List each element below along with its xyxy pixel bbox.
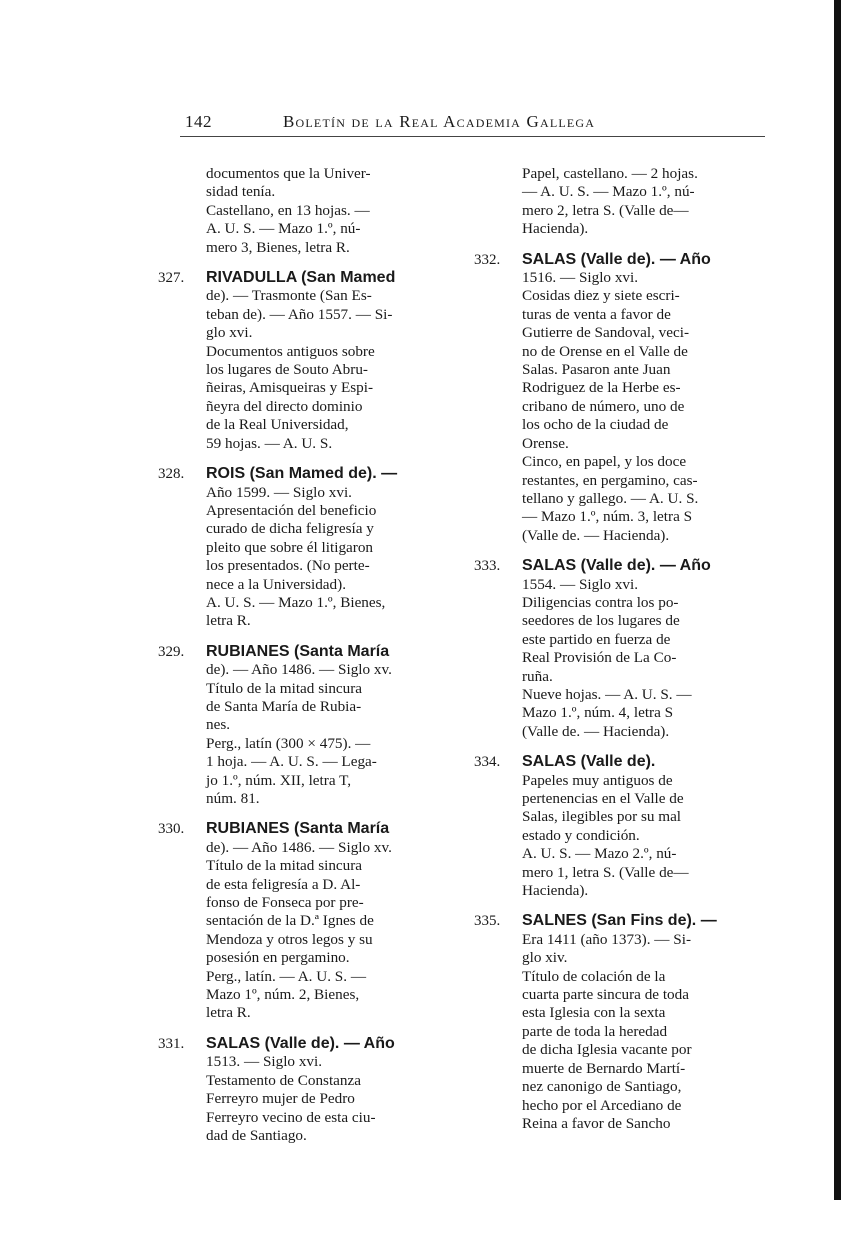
text-line: glo xvi. xyxy=(206,324,253,342)
text-line: Hacienda). xyxy=(522,882,589,900)
entry-place-name: SALNES xyxy=(522,912,587,930)
entry-place-name: SALAS xyxy=(206,1034,261,1052)
text-line: 1554. — Siglo xvi. xyxy=(522,575,639,593)
page-edge-border xyxy=(834,0,841,1200)
text-line: Salas, ilegibles por su mal xyxy=(522,808,682,826)
text-line: posesión en pergamino. xyxy=(206,949,350,967)
text-line: Papel, castellano. — 2 hojas. xyxy=(522,165,698,182)
text-line: no de Orense en el Valle de xyxy=(522,342,688,360)
text-line: Era 1411 (año 1373). — Si- xyxy=(522,930,691,948)
text-line: pertenencias en el Valle de xyxy=(522,790,684,807)
text-line: fonso de Fonseca por pre- xyxy=(206,894,364,912)
text-line: cuarta parte sincura de toda xyxy=(522,986,689,1004)
entry-heading xyxy=(206,820,456,838)
entry-heading xyxy=(522,251,772,269)
entry-place-name: SALAS xyxy=(522,557,577,575)
text-line: 1516. — Siglo xvi. xyxy=(522,269,639,287)
catalog-entry xyxy=(158,643,456,809)
text-line: seedores de los lugares de xyxy=(522,612,680,630)
text-line: — A. U. S. — Mazo 1.º, nú- xyxy=(522,183,695,201)
text-line: 1 hoja. — A. U. S. — Lega- xyxy=(206,753,377,771)
text-line: (Valle de. — Hacienda). xyxy=(522,722,670,740)
text-line: esta Iglesia con la sexta xyxy=(522,1004,666,1022)
entry-place-name: ROIS xyxy=(206,465,246,483)
entry-heading-rest: (Valle de). xyxy=(576,753,656,771)
text-line: ñeyra del directo dominio xyxy=(206,397,363,415)
text-line: Apresentación del beneficio xyxy=(206,501,377,519)
text-line: este partido en fuerza de xyxy=(522,630,671,648)
catalog-entry xyxy=(158,269,456,453)
text-line: — Mazo 1.º, núm. 3, letra S xyxy=(522,508,693,526)
text-line: Castellano, en 13 hojas. — xyxy=(206,201,370,219)
text-line: pleito que sobre él litigaron xyxy=(206,538,374,556)
text-line: letra R. xyxy=(206,612,251,630)
text-line: Documentos antiguos sobre xyxy=(206,342,375,360)
text-line: Título de colación de la xyxy=(522,967,666,985)
text-line: nes. xyxy=(206,716,231,734)
text-line: ruña. xyxy=(522,667,553,685)
text-line: Mazo 1º, núm. 2, Bienes, xyxy=(206,986,360,1004)
entry-number: 333. xyxy=(474,558,501,575)
entry-number: 329. xyxy=(158,643,185,660)
continuation-text xyxy=(158,165,456,257)
text-line: nez canonigo de Santiago, xyxy=(522,1078,682,1096)
entry-heading xyxy=(206,1035,456,1053)
text-line: mero 2, letra S. (Valle de— xyxy=(522,201,689,219)
text-line: Perg., latín (300 × 475). — xyxy=(206,734,371,752)
text-line: turas de venta a favor de xyxy=(522,305,671,323)
text-line: letra R. xyxy=(206,1004,251,1022)
text-line: Ferreyro vecino de esta ciu- xyxy=(206,1108,376,1126)
text-line: ñeiras, Amisqueiras y Espi- xyxy=(206,379,374,397)
text-line: glo xiv. xyxy=(522,949,568,967)
entry-heading-rest: (Valle de). — Año xyxy=(576,557,711,575)
text-line: documentos que la Univer- xyxy=(206,165,371,182)
text-line: parte de toda la heredad xyxy=(522,1022,668,1040)
entry-heading-rest: (San Mamed de). — xyxy=(245,465,398,483)
text-line: Título de la mitad sincura xyxy=(206,857,363,875)
text-line: dad de Santiago. xyxy=(206,1126,307,1144)
text-line: A. U. S. — Mazo 2.º, nú- xyxy=(522,845,677,863)
entry-place-name: SALAS xyxy=(522,250,577,268)
text-line: Orense. xyxy=(522,434,569,452)
entry-place-name: SALAS xyxy=(522,753,577,771)
running-title: Boletín de la Real Academia Gallega xyxy=(283,112,596,131)
entry-heading-rest: (Valle de). — Año xyxy=(576,250,711,268)
text-line: de). — Año 1486. — Siglo xv. xyxy=(206,838,392,856)
catalog-entry xyxy=(158,1035,456,1145)
text-line: estado y condición. xyxy=(522,826,640,844)
entry-number: 330. xyxy=(158,821,185,838)
text-line: de la Real Universidad, xyxy=(206,416,349,434)
catalog-entry xyxy=(158,465,456,631)
text-line: Ferreyro mujer de Pedro xyxy=(206,1090,355,1108)
text-line: Mendoza y otros legos y su xyxy=(206,930,373,948)
text-line: tellano y gallego. — A. U. S. xyxy=(522,489,699,507)
text-line: Mazo 1.º, núm. 4, letra S xyxy=(522,704,674,722)
entry-number: 335. xyxy=(474,913,501,930)
text-line: Título de la mitad sincura xyxy=(206,679,363,697)
text-line: curado de dicha feligresía y xyxy=(206,520,374,538)
entry-number: 331. xyxy=(158,1035,185,1052)
text-line: los presentados. (No perte- xyxy=(206,557,370,575)
entry-number: 334. xyxy=(474,754,501,771)
catalog-entry xyxy=(474,753,772,900)
text-line: Diligencias contra los po- xyxy=(522,593,679,611)
text-line: los lugares de Souto Abru- xyxy=(206,361,368,379)
text-line: A. U. S. — Mazo 1.º, Bienes, xyxy=(206,593,386,611)
text-line: 1513. — Siglo xvi. xyxy=(206,1053,323,1071)
entry-place-name: RUBIANES xyxy=(206,642,290,660)
text-line: núm. 81. xyxy=(206,790,260,807)
catalog-entry xyxy=(474,251,772,546)
entry-number: 327. xyxy=(158,270,185,287)
entry-heading-rest: (Valle de). — Año xyxy=(260,1034,395,1052)
text-line: Papeles muy antiguos de xyxy=(522,771,673,789)
text-line: Hacienda). xyxy=(522,220,589,238)
right-column xyxy=(474,165,772,1145)
entry-heading xyxy=(522,753,772,771)
text-line: de esta feligresía a D. Al- xyxy=(206,875,361,893)
left-column xyxy=(158,165,456,1157)
text-line: Nueve hojas. — A. U. S. — xyxy=(522,685,692,703)
text-line: sidad tenía. xyxy=(206,183,276,201)
text-line: Cosidas diez y siete escri- xyxy=(522,287,680,305)
continuation-text xyxy=(474,165,772,239)
text-line: 59 hojas. — A. U. S. xyxy=(206,434,333,452)
text-line: de). — Trasmonte (San Es- xyxy=(206,287,372,305)
entry-heading-rest: (San Mamed xyxy=(296,269,396,287)
text-line: Año 1599. — Siglo xvi. xyxy=(206,483,352,501)
text-line: (Valle de. — Hacienda). xyxy=(522,526,670,544)
text-line: jo 1.º, núm. XII, letra T, xyxy=(206,771,352,789)
text-line: Reina a favor de Sancho xyxy=(522,1114,671,1132)
text-line: Real Provisión de La Co- xyxy=(522,649,677,667)
text-line: cribano de número, uno de xyxy=(522,397,685,415)
entry-heading-rest: (San Fins de). — xyxy=(586,912,717,930)
entry-number: 328. xyxy=(158,466,185,483)
entry-heading-rest: (Santa María xyxy=(289,820,390,838)
text-line: muerte de Bernardo Martí- xyxy=(522,1059,686,1077)
entry-heading xyxy=(206,465,456,483)
text-line: de dicha Iglesia vacante por xyxy=(522,1041,692,1059)
text-line: Perg., latín. — A. U. S. — xyxy=(206,967,367,985)
text-line: restantes, en pergamino, cas- xyxy=(522,471,698,489)
catalog-entry xyxy=(474,557,772,741)
text-line: teban de). — Año 1557. — Si- xyxy=(206,305,393,323)
entry-place-name: RUBIANES xyxy=(206,820,290,838)
text-line: mero 1, letra S. (Valle de— xyxy=(522,863,689,881)
text-line: los ocho de la ciudad de xyxy=(522,416,669,434)
entry-number: 332. xyxy=(474,251,501,268)
text-line: mero 3, Bienes, letra R. xyxy=(206,238,350,256)
text-line: de Santa María de Rubia- xyxy=(206,697,362,715)
text-line: Gutierre de Sandoval, veci- xyxy=(522,324,689,342)
text-line: sentación de la D.ª Ignes de xyxy=(206,912,374,930)
entry-heading xyxy=(522,557,772,575)
text-line: nece a la Universidad). xyxy=(206,575,346,593)
catalog-entry xyxy=(158,820,456,1022)
entry-heading-rest: (Santa María xyxy=(289,642,390,660)
text-line: A. U. S. — Mazo 1.º, nú- xyxy=(206,220,361,238)
catalog-entry xyxy=(474,912,772,1133)
text-line: Rodriguez de la Herbe es- xyxy=(522,379,681,397)
entry-place-name: RIVADULLA xyxy=(206,269,297,287)
header-rule xyxy=(180,136,765,137)
page-number: 142 xyxy=(185,112,212,131)
text-line: hecho por el Arcediano de xyxy=(522,1096,682,1114)
entry-heading xyxy=(206,269,456,287)
text-line: de). — Año 1486. — Siglo xv. xyxy=(206,661,392,679)
entry-heading xyxy=(206,643,456,661)
text-line: Salas. Pasaron ante Juan xyxy=(522,361,671,379)
text-line: Cinco, en papel, y los doce xyxy=(522,453,687,471)
entry-heading xyxy=(522,912,772,930)
text-line: Testamento de Constanza xyxy=(206,1071,361,1089)
